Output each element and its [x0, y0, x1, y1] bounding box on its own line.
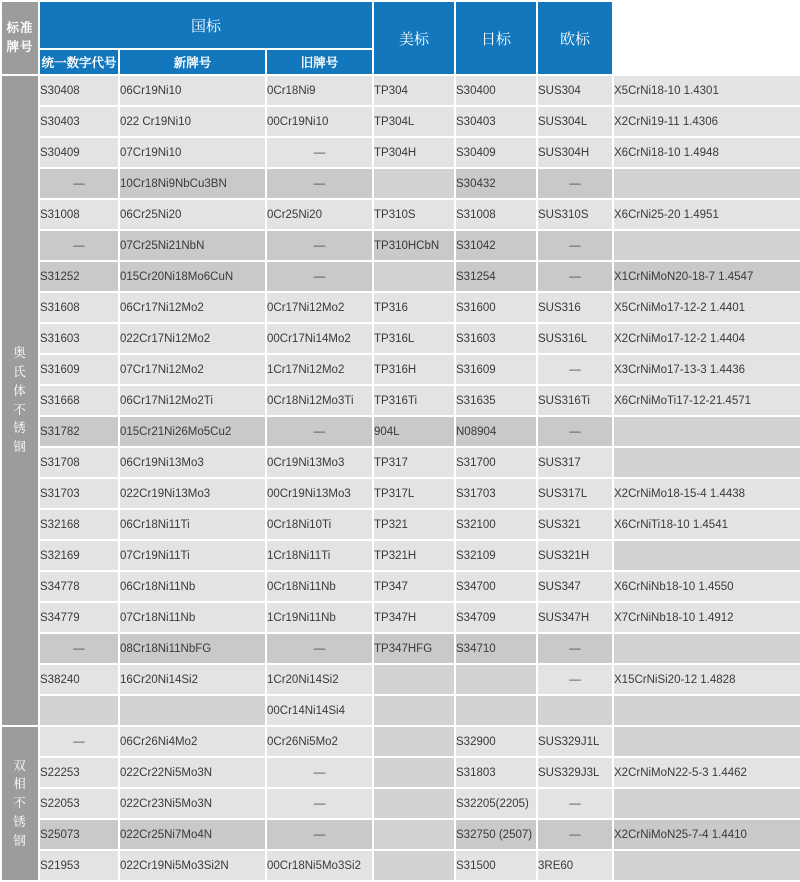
cell-r23-c0: S22053: [40, 789, 118, 818]
cell-r1-c0: S30403: [40, 107, 118, 136]
table-row: [2, 603, 800, 632]
cell-r2-c5: SUS304H: [538, 138, 612, 167]
cell-r7-c1: 06Cr17Ni12Mo2: [120, 293, 265, 322]
table-corner-header: [2, 2, 38, 74]
cell-r10-c1: 06Cr17Ni12Mo2Ti: [120, 386, 265, 415]
cell-r18-c4: S34710: [456, 634, 536, 663]
table-row: [2, 789, 800, 818]
group-header-2: 日标: [456, 2, 536, 74]
cell-r20-c6: [614, 696, 800, 725]
cell-r17-c1: 07Cr18Ni11Nb: [120, 603, 265, 632]
cell-r12-c5: SUS317: [538, 448, 612, 477]
group-header-1: 美标: [374, 2, 454, 74]
cell-r17-c6: X7CrNiNb18-10 1.4912: [614, 603, 800, 632]
cell-r1-c6: X2CrNi19-11 1.4306: [614, 107, 800, 136]
cell-r19-c6: X15CrNiSi20-12 1.4828: [614, 665, 800, 694]
table-row: [2, 510, 800, 539]
cell-r8-c3: TP316L: [374, 324, 454, 353]
cell-r0-c3: TP304: [374, 76, 454, 105]
group-header-3: 欧标: [538, 2, 612, 74]
cell-r16-c0: S34778: [40, 572, 118, 601]
cell-r8-c1: 022Cr17Ni12Mo2: [120, 324, 265, 353]
cell-r7-c3: TP316: [374, 293, 454, 322]
cell-r20-c4: [456, 696, 536, 725]
cell-r10-c0: S31668: [40, 386, 118, 415]
cell-r13-c2: 00Cr19Ni13Mo3: [267, 479, 372, 508]
cell-r20-c2: 00Cr14Ni14Si4: [267, 696, 372, 725]
cell-r5-c3: TP310HCbN: [374, 231, 454, 260]
cell-r18-c5: —: [538, 634, 612, 663]
cell-r10-c2: 0Cr18Ni12Mo3Ti: [267, 386, 372, 415]
cell-r6-c3: [374, 262, 454, 291]
cell-r4-c3: TP310S: [374, 200, 454, 229]
cell-r20-c5: [538, 696, 612, 725]
table-row: [2, 355, 800, 384]
cell-r21-c0: —: [40, 727, 118, 756]
cell-r13-c5: SUS317L: [538, 479, 612, 508]
sub-header-0-0: 统一数字代号: [40, 50, 118, 74]
cell-r13-c6: X2CrNiMo18-15-4 1.4438: [614, 479, 800, 508]
cell-r6-c2: —: [267, 262, 372, 291]
cell-r24-c5: —: [538, 820, 612, 849]
cell-r8-c6: X2CrNiMo17-12-2 1.4404: [614, 324, 800, 353]
cell-r4-c0: S31008: [40, 200, 118, 229]
cell-r5-c6: [614, 231, 800, 260]
cell-r23-c4: S32205(2205): [456, 789, 536, 818]
table-row: [2, 200, 800, 229]
cell-r15-c0: S32169: [40, 541, 118, 570]
table-row: [2, 665, 800, 694]
cell-r16-c2: 0Cr18Ni11Nb: [267, 572, 372, 601]
cell-r2-c1: 07Cr19Ni10: [120, 138, 265, 167]
cell-r19-c3: [374, 665, 454, 694]
sub-header-0-2: 旧牌号: [267, 50, 372, 74]
cell-r21-c1: 06Cr26Ni4Mo2: [120, 727, 265, 756]
table-row: [2, 76, 800, 105]
cell-r3-c1: 10Cr18Ni9NbCu3BN: [120, 169, 265, 198]
cell-r6-c6: X1CrNiMoN20-18-7 1.4547: [614, 262, 800, 291]
cell-r24-c1: 022Cr25Ni7Mo4N: [120, 820, 265, 849]
cell-r3-c4: S30432: [456, 169, 536, 198]
cell-r6-c0: S31252: [40, 262, 118, 291]
cell-r11-c5: —: [538, 417, 612, 446]
cell-r14-c5: SUS321: [538, 510, 612, 539]
cell-r22-c6: X2CrNiMoN22-5-3 1.4462: [614, 758, 800, 787]
cell-r23-c1: 022Cr23Ni5Mo3N: [120, 789, 265, 818]
cell-r17-c4: S34709: [456, 603, 536, 632]
cell-r3-c6: [614, 169, 800, 198]
cell-r12-c6: [614, 448, 800, 477]
sub-header-0-1: 新牌号: [120, 50, 265, 74]
cell-r25-c1: 022Cr19Ni5Mo3Si2N: [120, 851, 265, 880]
table-row: [2, 727, 800, 756]
cell-r16-c4: S34700: [456, 572, 536, 601]
cell-r0-c2: 0Cr18Ni9: [267, 76, 372, 105]
cell-r8-c0: S31603: [40, 324, 118, 353]
cell-r4-c4: S31008: [456, 200, 536, 229]
cell-r23-c6: [614, 789, 800, 818]
cell-r3-c5: —: [538, 169, 612, 198]
cell-r25-c2: 00Cr18Ni5Mo3Si2: [267, 851, 372, 880]
cell-r5-c5: —: [538, 231, 612, 260]
cell-r11-c0: S31782: [40, 417, 118, 446]
cell-r12-c0: S31708: [40, 448, 118, 477]
cell-r9-c3: TP316H: [374, 355, 454, 384]
cell-r22-c1: 022Cr22Ni5Mo3N: [120, 758, 265, 787]
cell-r9-c5: —: [538, 355, 612, 384]
cell-r0-c1: 06Cr19Ni10: [120, 76, 265, 105]
cell-r6-c4: S31254: [456, 262, 536, 291]
cell-r5-c4: S31042: [456, 231, 536, 260]
cell-r2-c6: X6CrNi18-10 1.4948: [614, 138, 800, 167]
cell-r22-c3: [374, 758, 454, 787]
table-row: [2, 324, 800, 353]
table-row: [2, 541, 800, 570]
cell-r2-c3: TP304H: [374, 138, 454, 167]
cell-r9-c0: S31609: [40, 355, 118, 384]
cell-r0-c6: X5CrNi18-10 1.4301: [614, 76, 800, 105]
cell-r25-c4: S31500: [456, 851, 536, 880]
cell-r14-c4: S32100: [456, 510, 536, 539]
cell-r11-c6: [614, 417, 800, 446]
cell-r22-c2: —: [267, 758, 372, 787]
cell-r22-c4: S31803: [456, 758, 536, 787]
cell-r21-c6: [614, 727, 800, 756]
cell-r18-c0: —: [40, 634, 118, 663]
cell-r25-c3: [374, 851, 454, 880]
cell-r9-c6: X3CrNiMo17-13-3 1.4436: [614, 355, 800, 384]
cell-r8-c2: 00Cr17Ni14Mo2: [267, 324, 372, 353]
cell-r2-c2: —: [267, 138, 372, 167]
table-row: [2, 572, 800, 601]
cell-r4-c2: 0Cr25Ni20: [267, 200, 372, 229]
cell-r24-c0: S25073: [40, 820, 118, 849]
cell-r15-c5: SUS321H: [538, 541, 612, 570]
cell-r23-c5: —: [538, 789, 612, 818]
cell-r24-c2: —: [267, 820, 372, 849]
cell-r4-c5: SUS310S: [538, 200, 612, 229]
corner-label-grade: 牌号: [6, 40, 34, 54]
table-row: [2, 820, 800, 849]
cell-r7-c4: S31600: [456, 293, 536, 322]
cell-r20-c1: [120, 696, 265, 725]
cell-r18-c2: —: [267, 634, 372, 663]
cell-r25-c0: S21953: [40, 851, 118, 880]
cell-r19-c2: 1Cr20Ni14Si2: [267, 665, 372, 694]
cell-r17-c2: 1Cr19Ni11Nb: [267, 603, 372, 632]
cell-r13-c4: S31703: [456, 479, 536, 508]
table-row: [2, 417, 800, 446]
cell-r14-c3: TP321: [374, 510, 454, 539]
table-row: [2, 169, 800, 198]
cell-r5-c2: —: [267, 231, 372, 260]
group-header-0: 国标: [40, 2, 372, 48]
cell-r15-c2: 1Cr18Ni11Ti: [267, 541, 372, 570]
cell-r22-c0: S22253: [40, 758, 118, 787]
cell-r9-c4: S31609: [456, 355, 536, 384]
cell-r0-c0: S30408: [40, 76, 118, 105]
cell-r15-c3: TP321H: [374, 541, 454, 570]
cell-r4-c6: X6CrNi25-20 1.4951: [614, 200, 800, 229]
cell-r14-c6: X6CrNiTi18-10 1.4541: [614, 510, 800, 539]
cell-r1-c2: 00Cr19Ni10: [267, 107, 372, 136]
cell-r2-c4: S30409: [456, 138, 536, 167]
cell-r11-c2: —: [267, 417, 372, 446]
cell-r18-c1: 08Cr18Ni11NbFG: [120, 634, 265, 663]
cell-r13-c3: TP317L: [374, 479, 454, 508]
corner-label-standard: 标准: [6, 21, 34, 36]
cell-r22-c5: SUS329J3L: [538, 758, 612, 787]
cell-r11-c4: N08904: [456, 417, 536, 446]
cell-r10-c4: S31635: [456, 386, 536, 415]
cell-r20-c3: [374, 696, 454, 725]
cell-r1-c3: TP304L: [374, 107, 454, 136]
table-row: [2, 231, 800, 260]
table-row: [2, 696, 800, 725]
cell-r25-c6: [614, 851, 800, 880]
cell-r12-c1: 06Cr19Ni13Mo3: [120, 448, 265, 477]
table-row: [2, 107, 800, 136]
cell-r13-c0: S31703: [40, 479, 118, 508]
cell-r10-c5: SUS316Ti: [538, 386, 612, 415]
cell-r19-c5: —: [538, 665, 612, 694]
table-row: [2, 448, 800, 477]
cell-r11-c1: 015Cr21Ni26Mo5Cu2: [120, 417, 265, 446]
cell-r21-c5: SUS329J1L: [538, 727, 612, 756]
table-row: [2, 386, 800, 415]
cell-r6-c5: —: [538, 262, 612, 291]
cell-r7-c0: S31608: [40, 293, 118, 322]
cell-r24-c4: S32750 (2507): [456, 820, 536, 849]
cell-r7-c6: X5CrNiMo17-12-2 1.4401: [614, 293, 800, 322]
cell-r25-c5: 3RE60: [538, 851, 612, 880]
cell-r16-c5: SUS347: [538, 572, 612, 601]
cell-r23-c2: —: [267, 789, 372, 818]
cell-r2-c0: S30409: [40, 138, 118, 167]
cell-r7-c2: 0Cr17Ni12Mo2: [267, 293, 372, 322]
cell-r3-c3: [374, 169, 454, 198]
cell-r12-c3: TP317: [374, 448, 454, 477]
cell-r7-c5: SUS316: [538, 293, 612, 322]
cell-r16-c3: TP347: [374, 572, 454, 601]
cell-r12-c4: S31700: [456, 448, 536, 477]
cell-r16-c1: 06Cr18Ni11Nb: [120, 572, 265, 601]
cell-r1-c4: S30403: [456, 107, 536, 136]
cell-r17-c5: SUS347H: [538, 603, 612, 632]
cell-r9-c1: 07Cr17Ni12Mo2: [120, 355, 265, 384]
cell-r24-c3: [374, 820, 454, 849]
cell-r15-c6: [614, 541, 800, 570]
cell-r14-c0: S32168: [40, 510, 118, 539]
cell-r18-c3: TP347HFG: [374, 634, 454, 663]
cell-r6-c1: 015Cr20Ni18Mo6CuN: [120, 262, 265, 291]
cell-r11-c3: 904L: [374, 417, 454, 446]
table-row: [2, 479, 800, 508]
cell-r19-c0: S38240: [40, 665, 118, 694]
cell-r8-c5: SUS316L: [538, 324, 612, 353]
cell-r15-c1: 07Cr19Ni11Ti: [120, 541, 265, 570]
cell-r14-c2: 0Cr18Ni10Ti: [267, 510, 372, 539]
cell-r0-c4: S30400: [456, 76, 536, 105]
cell-r20-c0: [40, 696, 118, 725]
table-row: [2, 634, 800, 663]
cell-r19-c4: [456, 665, 536, 694]
cell-r21-c2: 0Cr26Ni5Mo2: [267, 727, 372, 756]
cell-r15-c4: S32109: [456, 541, 536, 570]
cell-r5-c1: 07Cr25Ni21NbN: [120, 231, 265, 260]
table-row: [2, 262, 800, 291]
cell-r3-c0: —: [40, 169, 118, 198]
cell-r21-c4: S32900: [456, 727, 536, 756]
cell-r17-c0: S34779: [40, 603, 118, 632]
cell-r0-c5: SUS304: [538, 76, 612, 105]
cell-r8-c4: S31603: [456, 324, 536, 353]
cell-r18-c6: [614, 634, 800, 663]
table-row: [2, 293, 800, 322]
cell-r17-c3: TP347H: [374, 603, 454, 632]
cell-r16-c6: X6CrNiNb18-10 1.4550: [614, 572, 800, 601]
table-row: [2, 138, 800, 167]
cell-r12-c2: 0Cr19Ni13Mo3: [267, 448, 372, 477]
cell-r1-c1: 022 Cr19Ni10: [120, 107, 265, 136]
category-label-1: 双 相 不 锈 钢: [2, 727, 38, 880]
cell-r4-c1: 06Cr25Ni20: [120, 200, 265, 229]
cell-r19-c1: 16Cr20Ni14Si2: [120, 665, 265, 694]
cell-r9-c2: 1Cr17Ni12Mo2: [267, 355, 372, 384]
cell-r23-c3: [374, 789, 454, 818]
table-row: [2, 851, 800, 880]
cell-r21-c3: [374, 727, 454, 756]
cell-r13-c1: 022Cr19Ni13Mo3: [120, 479, 265, 508]
cell-r3-c2: —: [267, 169, 372, 198]
category-label-0: 奥 氏 体 不 锈 钢: [2, 76, 38, 725]
table-row: [2, 758, 800, 787]
cell-r14-c1: 06Cr18Ni11Ti: [120, 510, 265, 539]
cell-r10-c3: TP316Ti: [374, 386, 454, 415]
cell-r24-c6: X2CrNiMoN25-7-4 1.4410: [614, 820, 800, 849]
cell-r1-c5: SUS304L: [538, 107, 612, 136]
cell-r10-c6: X6CrNiMoTi17-12-21.4571: [614, 386, 800, 415]
cell-r5-c0: —: [40, 231, 118, 260]
